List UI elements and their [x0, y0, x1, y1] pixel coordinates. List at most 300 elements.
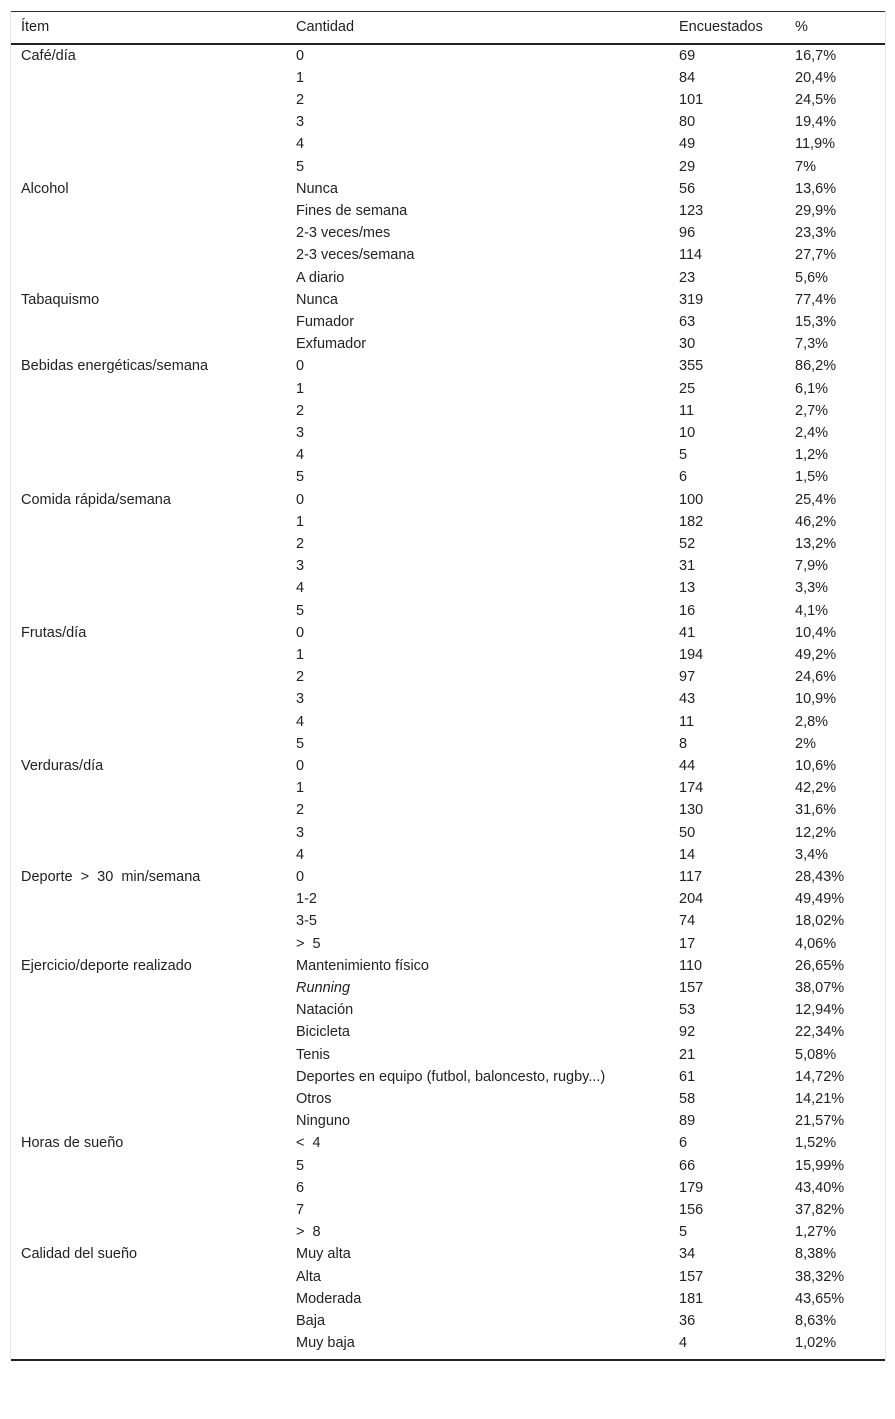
respondents-cell: 11: [679, 402, 695, 419]
item-cell: [11, 511, 286, 533]
respondents-cell: 66: [679, 1157, 696, 1174]
percent-cell: 1,27%: [795, 1224, 837, 1241]
header-row: [11, 12, 885, 44]
item-cell: [11, 67, 286, 89]
respondents-cell: 89: [679, 1113, 696, 1130]
item-cell: [11, 666, 286, 688]
respondents-cell: 6: [679, 1135, 688, 1152]
quantity-cell: 6: [296, 1179, 305, 1196]
respondents-cell: 52: [679, 535, 696, 552]
percent-cell: 15,3%: [795, 313, 837, 330]
item-cell: [11, 222, 286, 244]
table-row: [11, 244, 885, 266]
percent-cell: 77,4%: [795, 291, 837, 308]
item-cell: [11, 444, 286, 466]
respondents-cell: 21: [679, 1046, 696, 1063]
respondents-cell: 50: [679, 824, 696, 841]
table-row: [11, 289, 885, 311]
quantity-cell: 1: [296, 69, 305, 86]
percent-cell: 4,1%: [795, 602, 829, 619]
respondents-cell: 182: [679, 513, 704, 530]
quantity-cell: 3: [296, 691, 305, 708]
quantity-cell: Baja: [296, 1313, 326, 1330]
respondents-cell: 34: [679, 1246, 696, 1263]
item-cell: [11, 111, 286, 133]
item-cell: Café/día: [21, 47, 76, 64]
percent-cell: 15,99%: [795, 1157, 845, 1174]
item-cell: [11, 1088, 286, 1110]
table-row: [11, 355, 885, 377]
data-table-container: [10, 11, 886, 1361]
item-cell: [11, 311, 286, 333]
percent-cell: 2,7%: [795, 402, 829, 419]
table-row: [11, 711, 885, 733]
percent-cell: 43,65%: [795, 1290, 845, 1307]
quantity-cell: 2: [296, 402, 305, 419]
respondents-cell: 43: [679, 691, 696, 708]
quantity-cell: Fumador: [296, 313, 355, 330]
item-cell: Calidad del sueño: [21, 1246, 138, 1263]
quantity-cell: Muy alta: [296, 1246, 351, 1263]
item-cell: Alcohol: [21, 180, 69, 197]
table-row: [11, 89, 885, 111]
percent-cell: 3,3%: [795, 580, 829, 597]
percent-cell: 28,43%: [795, 869, 845, 886]
quantity-cell: 0: [296, 358, 305, 375]
quantity-cell: 0: [296, 624, 305, 641]
percent-cell: 2,4%: [795, 424, 829, 441]
percent-cell: 1,2%: [795, 447, 829, 464]
table-row: [11, 400, 885, 422]
quantity-cell: 2-3 veces/semana: [296, 247, 415, 264]
table-row: [11, 1332, 885, 1360]
item-cell: [11, 555, 286, 577]
quantity-cell: 3: [296, 824, 305, 841]
quantity-cell: 4: [296, 713, 305, 730]
quantity-cell: 4: [296, 447, 305, 464]
item-cell: [11, 1155, 286, 1177]
item-cell: [11, 1177, 286, 1199]
table-row: [11, 1021, 885, 1043]
table-row: [11, 1266, 885, 1288]
respondents-cell: 6: [679, 469, 688, 486]
table-row: [11, 67, 885, 89]
percent-cell: 27,7%: [795, 247, 837, 264]
percent-cell: 8,38%: [795, 1246, 837, 1263]
percent-cell: 22,34%: [795, 1024, 845, 1041]
percent-cell: 12,94%: [795, 1002, 845, 1019]
quantity-cell: 2: [296, 802, 305, 819]
percent-cell: 13,2%: [795, 535, 837, 552]
item-cell: [11, 1221, 286, 1243]
respondents-cell: 16: [679, 602, 696, 619]
respondents-cell: 92: [679, 1024, 696, 1041]
item-cell: [11, 733, 286, 755]
header-respondents: Encuestados: [679, 19, 763, 36]
percent-cell: 43,40%: [795, 1179, 845, 1196]
respondents-cell: 101: [679, 91, 704, 108]
quantity-cell: 3: [296, 114, 305, 131]
table-body: [11, 44, 885, 1361]
percent-cell: 38,32%: [795, 1268, 845, 1285]
percent-cell: 37,82%: [795, 1202, 845, 1219]
item-cell: [11, 910, 286, 932]
quantity-cell: 1: [296, 780, 305, 797]
table-row: [11, 1288, 885, 1310]
survey-table: [11, 11, 885, 1361]
item-cell: [11, 1332, 286, 1360]
quantity-cell: Natación: [296, 1002, 354, 1019]
respondents-cell: 84: [679, 69, 696, 86]
table-row: [11, 777, 885, 799]
table-row: [11, 799, 885, 821]
item-cell: [11, 333, 286, 355]
quantity-cell: 5: [296, 735, 305, 752]
respondents-cell: 41: [679, 624, 696, 641]
respondents-cell: 13: [679, 580, 696, 597]
percent-cell: 1,52%: [795, 1135, 837, 1152]
percent-cell: 23,3%: [795, 225, 837, 242]
respondents-cell: 17: [679, 935, 696, 952]
quantity-cell: < 4: [296, 1135, 321, 1152]
respondents-cell: 4: [679, 1335, 688, 1352]
respondents-cell: 53: [679, 1002, 696, 1019]
quantity-cell: 3: [296, 424, 305, 441]
item-cell: [11, 600, 286, 622]
quantity-cell: 0: [296, 47, 305, 64]
table-row: [11, 311, 885, 333]
item-cell: [11, 1044, 286, 1066]
respondents-cell: 157: [679, 980, 704, 997]
percent-cell: 46,2%: [795, 513, 837, 530]
respondents-cell: 36: [679, 1313, 696, 1330]
header-quantity: Cantidad: [296, 19, 355, 36]
item-cell: [11, 1310, 286, 1332]
respondents-cell: 204: [679, 891, 704, 908]
quantity-cell: Moderada: [296, 1290, 362, 1307]
quantity-cell: Tenis: [296, 1046, 330, 1063]
percent-cell: 7%: [795, 158, 816, 175]
table-row: [11, 1132, 885, 1154]
quantity-cell: Alta: [296, 1268, 321, 1285]
quantity-cell: Deportes en equipo (futbol, baloncesto, rugby...): [296, 1068, 606, 1085]
item-cell: [11, 378, 286, 400]
percent-cell: 2,8%: [795, 713, 829, 730]
quantity-cell: 5: [296, 469, 305, 486]
respondents-cell: 5: [679, 1224, 688, 1241]
table-row: [11, 533, 885, 555]
item-cell: [11, 267, 286, 289]
respondents-cell: 80: [679, 114, 696, 131]
table-row: [11, 1221, 885, 1243]
respondents-cell: 156: [679, 1202, 704, 1219]
header-percent: %: [795, 19, 808, 36]
respondents-cell: 69: [679, 47, 696, 64]
percent-cell: 38,07%: [795, 980, 845, 997]
item-cell: [11, 888, 286, 910]
percent-cell: 13,6%: [795, 180, 837, 197]
table-row: [11, 622, 885, 644]
quantity-cell: Mantenimiento físico: [296, 957, 429, 974]
quantity-cell: A diario: [296, 269, 345, 286]
quantity-cell: 0: [296, 869, 305, 886]
respondents-cell: 49: [679, 136, 696, 153]
quantity-cell: 4: [296, 136, 305, 153]
table-row: [11, 133, 885, 155]
percent-cell: 86,2%: [795, 358, 837, 375]
quantity-cell: 3-5: [296, 913, 317, 930]
table-row: [11, 866, 885, 888]
quantity-cell: 1: [296, 646, 305, 663]
quantity-cell: 7: [296, 1202, 305, 1219]
table-row: [11, 999, 885, 1021]
respondents-cell: 44: [679, 758, 696, 774]
respondents-cell: 74: [679, 913, 696, 930]
table-row: [11, 955, 885, 977]
percent-cell: 24,5%: [795, 91, 837, 108]
quantity-cell: 4: [296, 846, 305, 863]
quantity-cell: Otros: [296, 1091, 332, 1108]
quantity-cell: 2: [296, 91, 305, 108]
table-row: [11, 489, 885, 511]
percent-cell: 19,4%: [795, 114, 837, 131]
respondents-cell: 97: [679, 669, 696, 686]
table-row: [11, 755, 885, 777]
table-row: [11, 844, 885, 866]
table-row: [11, 200, 885, 222]
quantity-cell: 0: [296, 491, 305, 508]
table-row: [11, 378, 885, 400]
percent-cell: 42,2%: [795, 780, 837, 797]
table-row: [11, 178, 885, 200]
item-cell: [11, 1066, 286, 1088]
item-cell: [11, 799, 286, 821]
item-cell: [11, 244, 286, 266]
quantity-cell: 3: [296, 558, 305, 575]
quantity-cell: 2: [296, 669, 305, 686]
respondents-cell: 5: [679, 447, 688, 464]
quantity-cell: Exfumador: [296, 336, 367, 353]
item-cell: [11, 977, 286, 999]
respondents-cell: 30: [679, 336, 696, 353]
table-row: [11, 933, 885, 955]
percent-cell: 1,02%: [795, 1335, 837, 1352]
item-cell: [11, 1288, 286, 1310]
item-cell: Frutas/día: [21, 624, 87, 641]
quantity-cell: Ninguno: [296, 1113, 351, 1130]
item-cell: Horas de sueño: [21, 1135, 124, 1152]
percent-cell: 6,1%: [795, 380, 829, 397]
item-cell: Ejercicio/deporte realizado: [21, 957, 192, 974]
percent-cell: 12,2%: [795, 824, 837, 841]
item-cell: [11, 777, 286, 799]
item-cell: [11, 533, 286, 555]
respondents-cell: 29: [679, 158, 696, 175]
quantity-cell: 1-2: [296, 891, 317, 908]
item-cell: [11, 1266, 286, 1288]
quantity-cell: Bicicleta: [296, 1024, 350, 1041]
respondents-cell: 110: [679, 957, 703, 974]
table-row: [11, 267, 885, 289]
table-row: [11, 910, 885, 932]
respondents-cell: 179: [679, 1179, 704, 1196]
percent-cell: 25,4%: [795, 491, 837, 508]
item-cell: Verduras/día: [21, 758, 104, 774]
item-cell: [11, 89, 286, 111]
percent-cell: 24,6%: [795, 669, 837, 686]
respondents-cell: 63: [679, 313, 696, 330]
table-row: [11, 555, 885, 577]
table-row: [11, 156, 885, 178]
item-cell: [11, 133, 286, 155]
item-cell: [11, 711, 286, 733]
quantity-cell: 5: [296, 158, 305, 175]
item-cell: Comida rápida/semana: [21, 491, 171, 508]
quantity-cell: Muy baja: [296, 1335, 355, 1352]
item-cell: [11, 933, 286, 955]
percent-cell: 16,7%: [795, 47, 837, 64]
respondents-cell: 14: [679, 846, 696, 863]
respondents-cell: 123: [679, 202, 704, 219]
table-row: [11, 733, 885, 755]
table-row: [11, 1243, 885, 1265]
quantity-cell: 5: [296, 602, 305, 619]
respondents-cell: 114: [679, 247, 703, 264]
respondents-cell: 157: [679, 1268, 704, 1285]
quantity-cell: Fines de semana: [296, 202, 408, 219]
percent-cell: 3,4%: [795, 846, 829, 863]
respondents-cell: 31: [679, 558, 696, 575]
respondents-cell: 25: [679, 380, 696, 397]
percent-cell: 26,65%: [795, 957, 845, 974]
item-cell: [11, 156, 286, 178]
item-cell: [11, 999, 286, 1021]
percent-cell: 20,4%: [795, 69, 837, 86]
table-row: [11, 1110, 885, 1132]
quantity-cell: > 8: [296, 1224, 321, 1241]
item-cell: [11, 822, 286, 844]
table-row: [11, 1044, 885, 1066]
table-row: [11, 1088, 885, 1110]
percent-cell: 14,72%: [795, 1068, 845, 1085]
respondents-cell: 61: [679, 1068, 696, 1085]
table-row: [11, 466, 885, 488]
item-cell: [11, 844, 286, 866]
quantity-cell: 2: [296, 535, 305, 552]
percent-cell: 4,06%: [795, 935, 837, 952]
quantity-cell: 1: [296, 380, 305, 397]
quantity-cell: 5: [296, 1157, 305, 1174]
percent-cell: 21,57%: [795, 1113, 845, 1130]
table-row: [11, 822, 885, 844]
quantity-cell: Nunca: [296, 291, 338, 308]
respondents-cell: 10: [679, 424, 696, 441]
percent-cell: 10,9%: [795, 691, 837, 708]
table-row: [11, 1199, 885, 1221]
percent-cell: 49,49%: [795, 891, 845, 908]
percent-cell: 5,6%: [795, 269, 829, 286]
quantity-cell: Running: [296, 980, 351, 997]
item-cell: [11, 200, 286, 222]
table-row: [11, 222, 885, 244]
percent-cell: 7,3%: [795, 336, 829, 353]
item-cell: [11, 688, 286, 710]
quantity-cell: 2-3 veces/mes: [296, 225, 391, 242]
item-cell: Bebidas energéticas/semana: [21, 358, 209, 375]
respondents-cell: 130: [679, 802, 704, 819]
quantity-cell: > 5: [296, 935, 321, 952]
table-row: [11, 688, 885, 710]
respondents-cell: 8: [679, 735, 688, 752]
table-row: [11, 444, 885, 466]
percent-cell: 11,9%: [795, 136, 836, 153]
percent-cell: 2%: [795, 735, 816, 752]
table-row: [11, 977, 885, 999]
respondents-cell: 11: [679, 713, 695, 730]
percent-cell: 5,08%: [795, 1046, 837, 1063]
table-row: [11, 577, 885, 599]
quantity-cell: 4: [296, 580, 305, 597]
percent-cell: 7,9%: [795, 558, 829, 575]
percent-cell: 10,6%: [795, 758, 837, 774]
respondents-cell: 181: [679, 1290, 704, 1307]
item-cell: [11, 466, 286, 488]
table-row: [11, 1310, 885, 1332]
respondents-cell: 319: [679, 291, 704, 308]
table-row: [11, 1155, 885, 1177]
table-row: [11, 666, 885, 688]
item-cell: [11, 1110, 286, 1132]
respondents-cell: 58: [679, 1091, 696, 1108]
respondents-cell: 355: [679, 358, 704, 375]
table-row: [11, 1177, 885, 1199]
table-row: [11, 644, 885, 666]
percent-cell: 18,02%: [795, 913, 845, 930]
quantity-cell: Nunca: [296, 180, 338, 197]
item-cell: [11, 577, 286, 599]
table-row: [11, 111, 885, 133]
item-cell: [11, 1021, 286, 1043]
table-row: [11, 333, 885, 355]
percent-cell: 31,6%: [795, 802, 837, 819]
percent-cell: 10,4%: [795, 624, 837, 641]
table-row: [11, 422, 885, 444]
item-cell: [11, 644, 286, 666]
item-cell: [11, 1199, 286, 1221]
table-row: [11, 888, 885, 910]
table-row: [11, 44, 885, 67]
respondents-cell: 117: [679, 869, 703, 886]
percent-cell: 49,2%: [795, 646, 837, 663]
table-row: [11, 1066, 885, 1088]
item-cell: [11, 400, 286, 422]
item-cell: Deporte > 30 min/semana: [21, 869, 201, 886]
respondents-cell: 56: [679, 180, 696, 197]
header-item: Ítem: [21, 19, 50, 36]
respondents-cell: 100: [679, 491, 704, 508]
item-cell: Tabaquismo: [21, 291, 100, 308]
respondents-cell: 23: [679, 269, 696, 286]
quantity-cell: 1: [296, 513, 305, 530]
respondents-cell: 174: [679, 780, 704, 797]
item-cell: [11, 422, 286, 444]
table-row: [11, 511, 885, 533]
respondents-cell: 194: [679, 646, 704, 663]
quantity-cell: 0: [296, 758, 305, 774]
percent-cell: 14,21%: [795, 1091, 845, 1108]
percent-cell: 8,63%: [795, 1313, 837, 1330]
table-row: [11, 600, 885, 622]
